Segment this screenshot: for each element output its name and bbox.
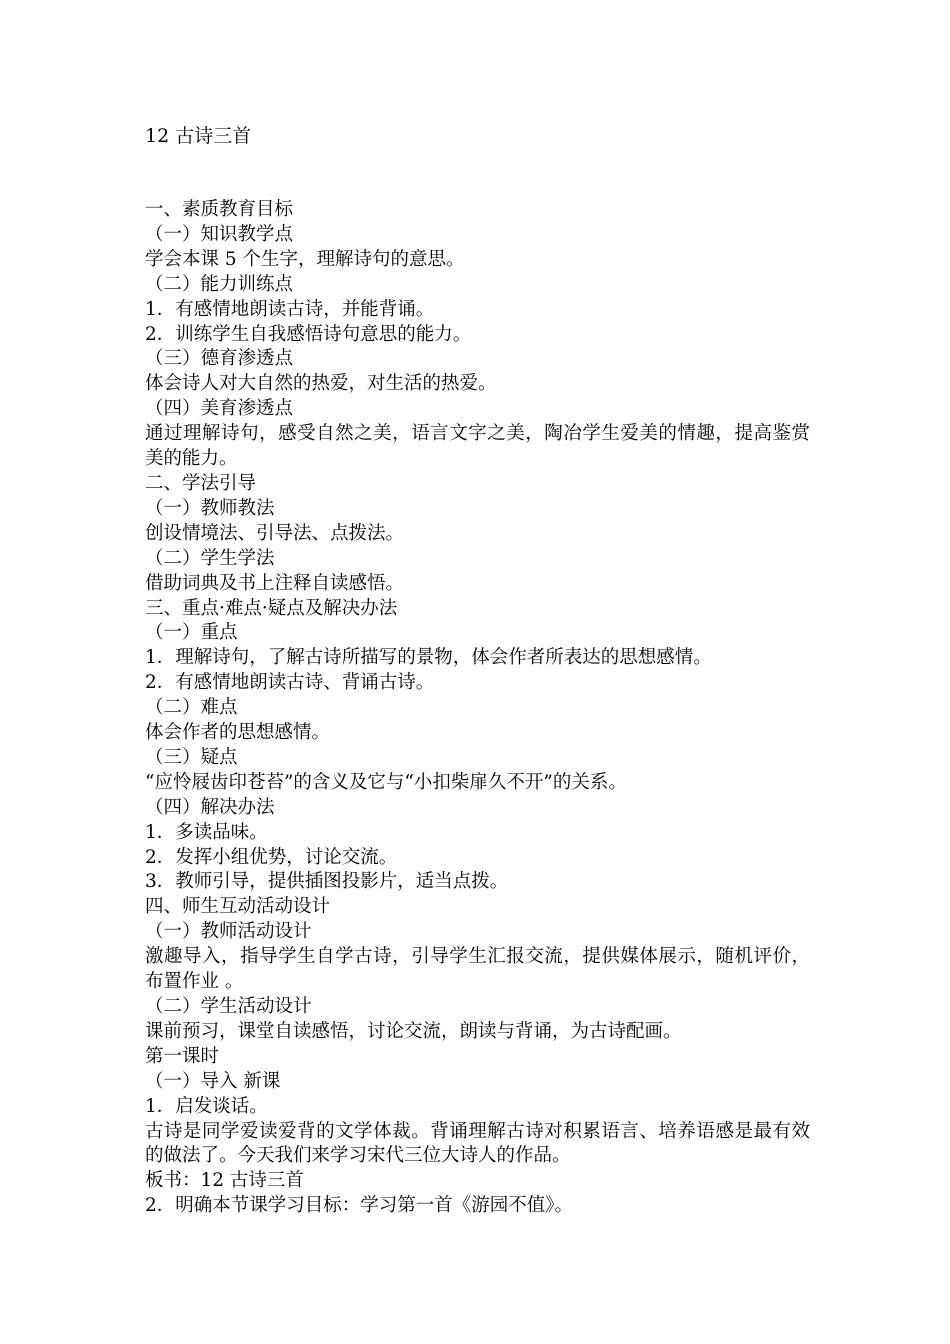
lesson-heading: 第一课时 [145,1045,220,1067]
section-heading: 四、师生互动活动设计 [145,896,331,918]
subsection-heading: （一）教师教法 [145,497,275,519]
subsection-heading: （三）疑点 [145,746,238,768]
subsection-heading: （二）学生活动设计 [145,996,312,1017]
subsection-heading: （三）德育渗透点 [145,348,294,370]
subsection-heading: （二）能力训练点 [145,273,294,295]
paragraph: “应怜屐齿印苍苔”的含义及它与“小扣柴扉久不开”的关系。 [145,771,627,793]
subsection-heading: （四）解决办法 [145,796,275,818]
list-item: 2．明确本节课学习目标：学习第一首《游园不值》。 [145,1195,574,1217]
list-item: 1．理解诗句，了解古诗所描写的景物，体会作者所表达的思想感情。 [145,647,712,669]
subsection-heading: （一）导入 新课 [145,1070,281,1092]
list-item: 2．训练学生自我感悟诗句意思的能力。 [145,323,472,345]
paragraph: 体会作者的思想感情。 [145,722,331,744]
subsection-heading: （一）教师活动设计 [145,921,312,943]
subsection-heading: （二）学生学法 [145,547,275,569]
section-heading: 一、素质教育目标 [145,199,294,220]
paragraph: 体会诗人对大自然的热爱，对生活的热爱。 [145,373,497,395]
list-item: 1．多读品味。 [145,821,268,843]
paragraph: 借助词典及书上注释自读感悟。 [145,572,405,594]
section-heading: 二、学法引导 [145,472,257,494]
list-item: 2．发挥小组优势，讨论交流。 [145,846,398,868]
paragraph: 课前预习，课堂自读感悟，讨论交流，朗读与背诵，为古诗配画。 [145,1020,682,1042]
subsection-heading: （一）知识教学点 [145,223,294,245]
paragraph: 学会本课 5 个生字，理解诗句的意思。 [145,248,465,270]
list-item: 2．有感情地朗读古诗、背诵古诗。 [145,672,435,694]
section-heading: 三、重点·难点·疑点及解决办法 [145,597,398,619]
paragraph: 通过理解诗句，感受自然之美，语言文字之美，陶冶学生爱美的情趣，提高鉴赏美的能力。 [145,423,810,470]
subsection-heading: （一）重点 [145,622,238,644]
paragraph: 激趣导入，指导学生自学古诗，引导学生汇报交流，提供媒体展示，随机评价，布置作业 。 [145,946,810,993]
document-title: 12 古诗三首 [145,125,252,147]
list-item: 3．教师引导，提供插图投影片，适当点拨。 [145,871,509,893]
paragraph: 板书：12 古诗三首 [145,1170,304,1192]
paragraph: 创设情境法、引导法、点拨法。 [145,522,405,544]
subsection-heading: （二）难点 [145,697,238,719]
paragraph: 古诗是同学爱读爱背的文学体裁。背诵理解古诗对积累语言、培养语感是最有效的做法了。今天我们来学习宋代三位大诗人的作品。 [145,1120,810,1167]
list-item: 1．有感情地朗读古诗，并能背诵。 [145,298,435,320]
document-body [145,198,810,1219]
list-item: 1．启发谈话。 [145,1095,268,1117]
subsection-heading: （四）美育渗透点 [145,398,294,420]
